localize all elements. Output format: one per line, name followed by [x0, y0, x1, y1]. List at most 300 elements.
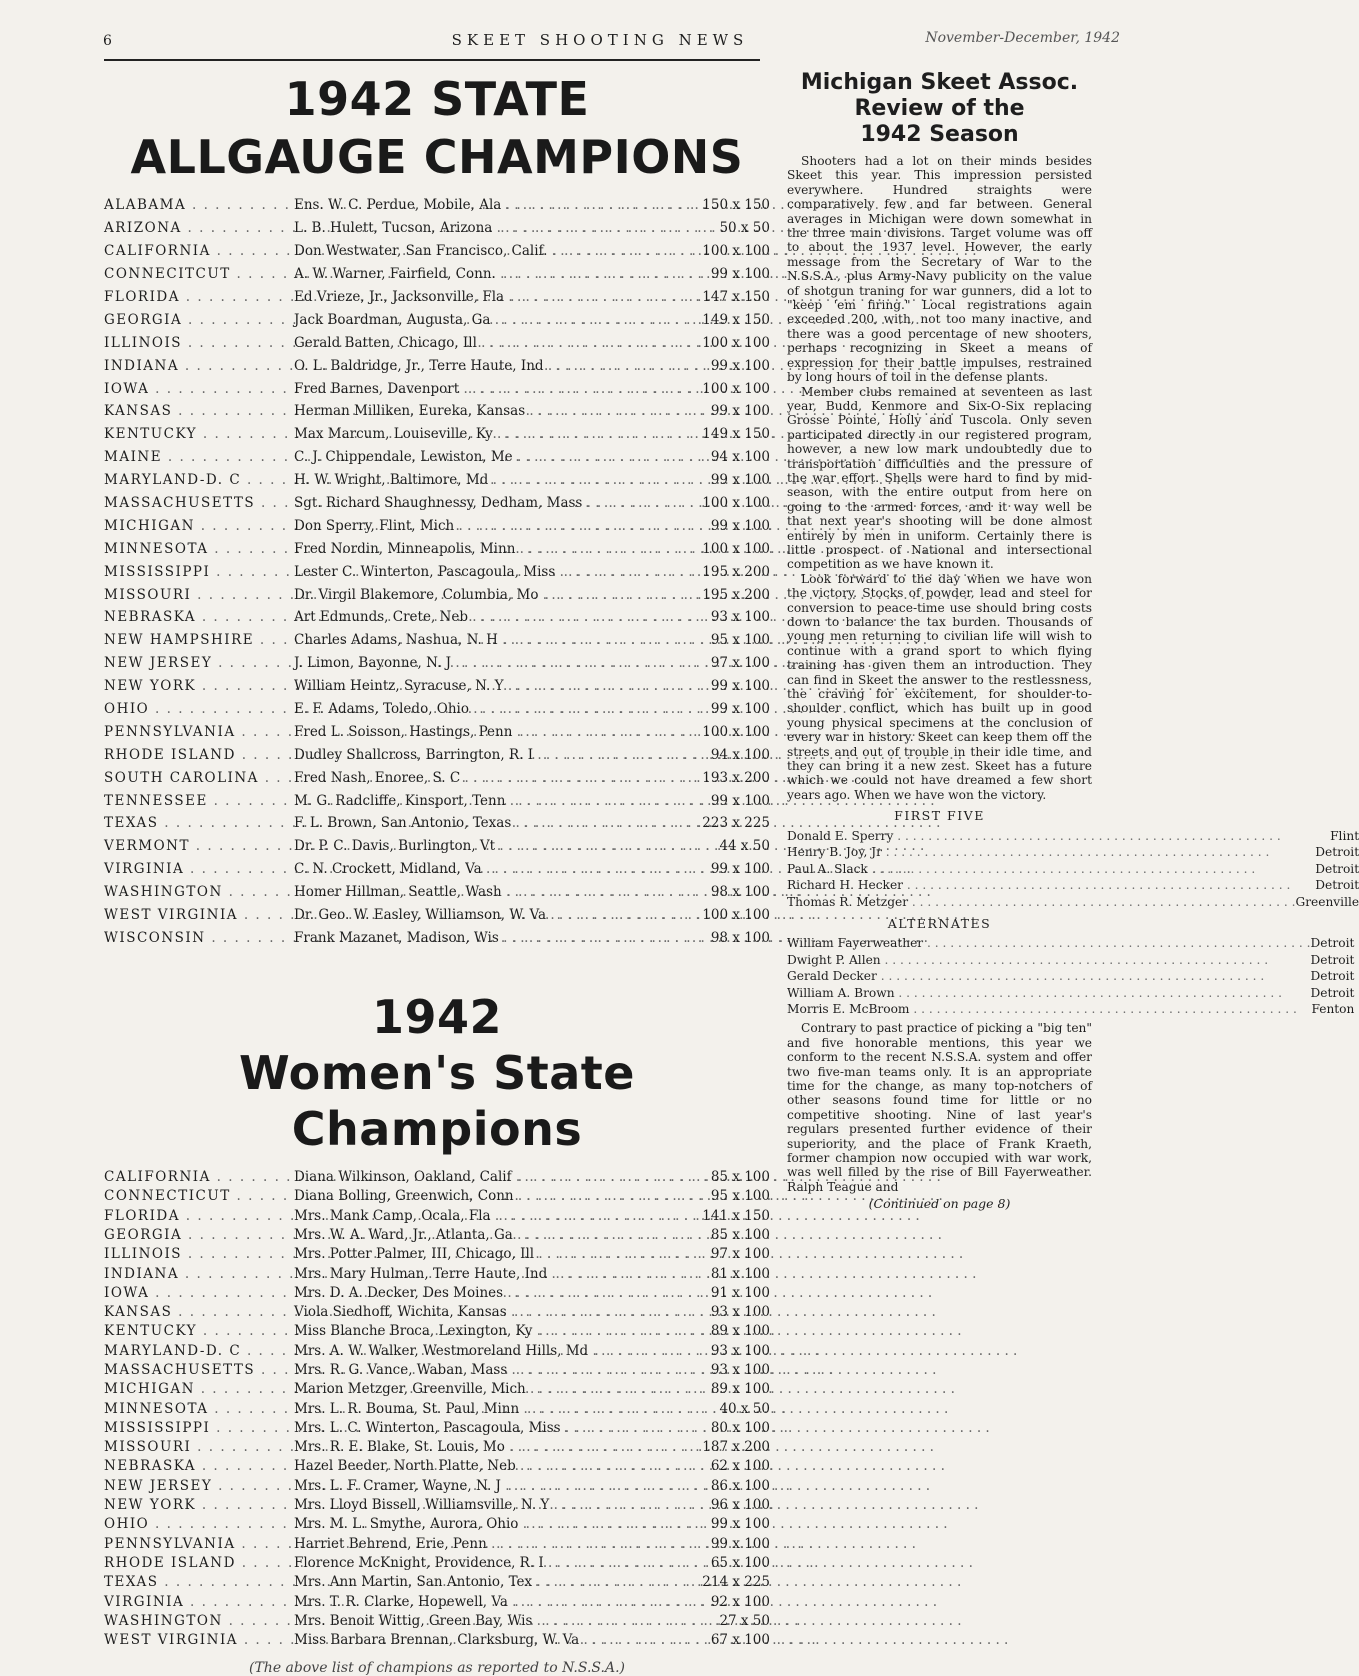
champion-name-cell — [294, 629, 694, 652]
article-paragraph: Member clubs remained at seventeen as last year, Budd, Kenmore and Six-O-Six replacing Grosse Pointe, Holly and Tuscola. Only seven participated directly in our registered program, however, a new low mark undoubtedly due to transportation difficulties and the pressure of the war effort. Shells were hard to find by mid-season, with the entire output from here on going to the armed forces, and it way well be that next year's shooting will be done almost entirely by men in uniform. Certainly there is little prospect of National and intersectional competition as we have known it. — [787, 384, 1092, 572]
champion-name-cell — [294, 469, 694, 492]
right-column — [787, 70, 1359, 1212]
score-cell-text: 92 x 100 — [710, 1593, 770, 1610]
team-member-name: Dwight P. Allen . . . — [787, 951, 1311, 968]
header-rule — [104, 59, 760, 61]
champion-name-cell — [294, 904, 694, 927]
state-cell-text: SOUTH CAROLINA . . . — [104, 770, 294, 786]
page-number: 6 — [103, 33, 112, 49]
champion-name-cell-text: Mrs. Mary Hulman, Terre Haute, Ind . . . — [294, 1266, 694, 1282]
score-cell-text: 95 x 100 — [710, 632, 770, 649]
state-cell-text: MASSACHUSETTS . . . — [104, 495, 294, 511]
champion-row — [104, 1631, 770, 1650]
first-five-heading: FIRST FIVE — [894, 808, 985, 824]
state-cell-text: INDIANA . . . — [104, 358, 294, 374]
state-cell-text: FLORIDA . . . — [104, 1208, 294, 1224]
score-cell-text: 50 x 50 — [719, 220, 770, 237]
state-cell — [104, 217, 294, 240]
state-cell — [104, 446, 294, 469]
article-paragraph: Look forward to the day when we have won the victory. Stocks of powder, lead and steel for conversion to peace-time use should bring costs down to balance the tax burden. Thousands of young men returning to civilian life will wish to continue with a grand sport to which flying training has given them an introduction. They can find in Skeet the answer to the restlessness, the craving for excitement, for shoulder-to-shoulder conflict, which has built up in good young physical specimens at the conclusion of every war in history. Skeet can keep them off the streets and out of trouble in their idle time, and they can bring it a new zest. Skeet has a future which we could not have dreamed a few short years ago. When we have won the victory. — [787, 571, 1092, 802]
score-cell — [694, 423, 770, 446]
score-cell — [694, 904, 770, 927]
champion-name-cell — [294, 423, 694, 446]
champion-name-cell — [294, 1573, 694, 1592]
champion-name-cell — [294, 1495, 694, 1514]
state-cell — [104, 812, 294, 835]
score-cell-text: 67 x 100 — [710, 1632, 770, 1649]
state-cell — [104, 1631, 294, 1650]
score-cell-text: 100 x 100 — [702, 723, 770, 740]
score-cell-text: 99 x 100 — [710, 472, 770, 489]
score-cell-text: 98 x 100 — [710, 929, 770, 946]
score-cell-text: 99 x 100 — [710, 357, 770, 374]
champion-name-cell-text: Mrs. Mank Camp, Ocala, Fla . . . — [294, 1208, 694, 1224]
champion-name-cell-text: Ens. W. C. Perdue, Mobile, Ala . . . — [294, 197, 694, 213]
champion-name-cell — [294, 331, 694, 354]
team-member-city: Detroit — [1310, 985, 1355, 1000]
champion-name-cell — [294, 560, 694, 583]
team-member-city: Detroit — [1310, 952, 1355, 967]
state-cell — [104, 377, 294, 400]
champion-name-cell-text: Mrs. Lloyd Bissell, Williamsville, N. Y . . . — [294, 1497, 694, 1513]
champion-row — [104, 1592, 770, 1611]
champion-row — [104, 560, 770, 583]
champion-row — [104, 446, 770, 469]
state-cell-text: MICHIGAN . . . — [104, 518, 294, 534]
team-member-name: Thomas R. Metzger . . . — [787, 893, 1295, 910]
champion-name-cell-text: M. G. Radcliffe, Kinsport, Tenn . . . — [294, 793, 694, 809]
score-cell-text: 93 x 100 — [710, 1342, 770, 1359]
team-member-name: Richard H. Hecker . . . — [787, 877, 1295, 894]
champion-row — [104, 217, 770, 240]
state-cell-text: PENNSYLVANIA . . . — [104, 1536, 294, 1552]
champion-name-cell-text: Homer Hillman, Seattle, Wash . . . — [294, 884, 694, 900]
champion-row — [104, 1611, 770, 1630]
champion-row — [104, 1187, 770, 1206]
state-cell-text: INDIANA . . . — [104, 1266, 294, 1282]
team-member-name: Donald E. Sperry . . . — [787, 827, 1295, 844]
state-cell-text: NEW HAMPSHIRE . . . — [104, 632, 294, 648]
state-cell — [104, 469, 294, 492]
champion-name-cell — [294, 1418, 694, 1437]
state-cell-text: GEORGIA . . . — [104, 312, 294, 328]
score-cell-text: 99 x 100 — [710, 517, 770, 534]
champion-name-cell-text: Mrs. R. E. Blake, St. Louis, Mo . . . — [294, 1439, 694, 1455]
champion-name-cell-text: Mrs. T. R. Clarke, Hopewell, Va . . . — [294, 1594, 694, 1610]
champion-name-cell-text: Ed Vrieze, Jr., Jacksonville, Fla . . . — [294, 289, 694, 305]
score-cell — [694, 537, 770, 560]
champion-name-cell — [294, 240, 694, 263]
state-cell — [104, 1322, 294, 1341]
allgauge-table — [104, 194, 770, 949]
score-cell-text: 98 x 100 — [710, 884, 770, 901]
champion-name-cell — [294, 766, 694, 789]
first-five-table — [787, 827, 1359, 910]
champion-name-cell-text: Harriet Behrend, Erie, Penn . . . — [294, 1536, 694, 1552]
state-cell — [104, 423, 294, 446]
state-cell — [104, 263, 294, 286]
champion-row — [104, 1322, 770, 1341]
allgauge-title-line2: ALLGAUGE CHAMPIONS — [130, 130, 744, 184]
champion-name-cell — [294, 583, 694, 606]
champion-name-cell — [294, 1457, 694, 1476]
champion-name-cell-text: Mrs. W. A. Ward, Jr., Atlanta, Ga . . . — [294, 1227, 694, 1243]
champion-name-cell — [294, 263, 694, 286]
state-cell — [104, 1302, 294, 1321]
state-cell-text: RHODE ISLAND . . . — [104, 747, 294, 763]
team-member-row — [787, 935, 1354, 952]
champion-row — [104, 629, 770, 652]
state-cell-text: MISSOURI . . . — [104, 1439, 294, 1455]
champion-row — [104, 537, 770, 560]
alternates-table — [787, 935, 1354, 1018]
team-member-name: William A. Brown . . . — [787, 984, 1311, 1001]
state-cell-text: WEST VIRGINIA . . . — [104, 907, 294, 923]
state-cell-text: WASHINGTON . . . — [104, 884, 294, 900]
state-cell — [104, 675, 294, 698]
state-cell-text: ILLINOIS . . . — [104, 335, 294, 351]
champion-name-cell — [294, 1341, 694, 1360]
state-cell — [104, 240, 294, 263]
state-cell — [104, 1380, 294, 1399]
score-cell — [694, 331, 770, 354]
score-cell-text: 187 x 200 — [702, 1439, 770, 1456]
state-cell-text: KENTUCKY . . . — [104, 426, 294, 442]
champion-row — [104, 1283, 770, 1302]
score-cell-text: 44 x 50 — [719, 838, 770, 855]
state-cell — [104, 1573, 294, 1592]
champion-name-cell-text: Sgt. Richard Shaughnessy, Dedham, Mass . . . — [294, 495, 694, 511]
score-cell-text: 141 x 150 — [702, 1207, 770, 1224]
state-cell-text: ALABAMA . . . — [104, 197, 294, 213]
champion-row — [104, 812, 770, 835]
champion-row — [104, 1206, 770, 1225]
champion-name-cell-text: Fred Nordin, Minneapolis, Minn . . . — [294, 541, 694, 557]
score-cell — [694, 308, 770, 331]
state-cell — [104, 1225, 294, 1244]
champion-row — [104, 1167, 770, 1186]
champion-name-cell-text: Miss Blanche Broca, Lexington, Ky . . . — [294, 1323, 694, 1339]
champion-name-cell-text: Mrs. Ann Martin, San Antonio, Tex . . . — [294, 1574, 694, 1590]
champion-row — [104, 331, 770, 354]
team-member-name: William Fayerweather . . . — [787, 935, 1311, 952]
team-member-city: Detroit — [1315, 845, 1359, 860]
champion-name-cell — [294, 675, 694, 698]
state-cell — [104, 537, 294, 560]
champion-name-cell — [294, 927, 694, 950]
state-cell-text: CONNECITCUT . . . — [104, 266, 294, 282]
score-cell-text: 100 x 100 — [702, 907, 770, 924]
champion-name-cell — [294, 1360, 694, 1379]
champion-name-cell-text: L. B. Hulett, Tucson, Arizona . . . — [294, 220, 694, 236]
champion-name-cell-text: E. F. Adams, Toledo, Ohio . . . — [294, 701, 694, 717]
champion-name-cell — [294, 492, 694, 515]
score-cell-text: 214 x 225 — [702, 1574, 770, 1591]
champion-name-cell — [294, 1438, 694, 1457]
champion-name-cell-text: Mrs. Benoit Wittig, Green Bay, Wis . . . — [294, 1613, 694, 1629]
state-cell — [104, 1534, 294, 1553]
state-cell — [104, 927, 294, 950]
score-cell-text: 94 x 100 — [710, 746, 770, 763]
score-cell-text: 100 x 100 — [702, 540, 770, 557]
champion-name-cell — [294, 354, 694, 377]
continued-note: (Continued on page 8) — [868, 1196, 1011, 1212]
score-cell-text: 100 x 100 — [702, 495, 770, 512]
state-cell-text: ILLINOIS . . . — [104, 1246, 294, 1262]
champion-row — [104, 1495, 770, 1514]
champion-name-cell-text: C. N. Crockett, Midland, Va . . . — [294, 861, 694, 877]
team-member-city: Detroit — [1315, 878, 1359, 893]
champion-name-cell-text: Mrs. Potter Palmer, III, Chicago, Ill . . . — [294, 1246, 694, 1262]
state-cell-text: MISSOURI . . . — [104, 587, 294, 603]
state-cell-text: TEXAS . . . — [104, 1574, 294, 1590]
masthead: SKEET SHOOTING NEWS — [451, 31, 749, 49]
state-cell — [104, 629, 294, 652]
champion-name-cell — [294, 1225, 694, 1244]
state-cell-text: MARYLAND-D. C . . . — [104, 1343, 294, 1359]
state-cell-text: FLORIDA . . . — [104, 289, 294, 305]
champion-name-cell-text: William Heintz, Syracuse, N. Y . . . — [294, 678, 694, 694]
champion-row — [104, 1399, 770, 1418]
score-cell-text: 91 x 100 — [710, 1284, 770, 1301]
state-cell-text: CALIFORNIA . . . — [104, 1169, 294, 1185]
score-cell-text: 223 x 225 — [702, 815, 770, 832]
champion-row — [104, 927, 770, 950]
champion-name-cell-text: Art Edmunds, Crete, Neb . . . — [294, 609, 694, 625]
champion-row — [104, 606, 770, 629]
score-cell-text: 150 x 150 — [702, 197, 770, 214]
champion-row — [104, 286, 770, 309]
score-cell-text: 86 x 100 — [710, 1477, 770, 1494]
state-cell-text: WEST VIRGINIA . . . — [104, 1632, 294, 1648]
champion-name-cell — [294, 1534, 694, 1553]
score-cell-text: 100 x 100 — [702, 243, 770, 260]
women-table — [104, 1167, 770, 1649]
champion-name-cell-text: H. W. Wright, Baltimore, Md . . . — [294, 472, 694, 488]
champion-name-cell-text: Herman Milliken, Eureka, Kansas . . . — [294, 403, 694, 419]
team-member-city: Greenville — [1295, 894, 1359, 909]
women-title-line2: Women's State Champions — [239, 1046, 635, 1157]
champion-row — [104, 720, 770, 743]
state-cell — [104, 1553, 294, 1572]
state-cell — [104, 400, 294, 423]
state-cell — [104, 1611, 294, 1630]
state-cell — [104, 835, 294, 858]
champion-name-cell — [294, 446, 694, 469]
score-cell — [694, 766, 770, 789]
article-title-line3: 1942 Season — [860, 122, 1019, 147]
score-cell-text: 99 x 100 — [710, 1535, 770, 1552]
state-cell-text: MINNESOTA . . . — [104, 1401, 294, 1417]
score-cell-text: 99 x 100 — [710, 792, 770, 809]
score-cell — [694, 377, 770, 400]
champion-name-cell — [294, 1187, 694, 1206]
state-cell — [104, 1245, 294, 1264]
champion-name-cell — [294, 835, 694, 858]
state-cell-text: KANSAS . . . — [104, 403, 294, 419]
champion-name-cell — [294, 1322, 694, 1341]
alternates-heading: ALTERNATES — [887, 915, 992, 931]
state-cell — [104, 1457, 294, 1476]
champion-name-cell — [294, 606, 694, 629]
team-member-name: Morris E. McBroom . . . — [787, 1001, 1311, 1018]
state-cell — [104, 606, 294, 629]
score-cell-text: 99 x 100 — [710, 1516, 770, 1533]
champion-row — [104, 308, 770, 331]
champion-name-cell-text: Frank Mazanet, Madison, Wis . . . — [294, 930, 694, 946]
champion-row — [104, 1515, 770, 1534]
champion-row — [104, 514, 770, 537]
champion-row — [104, 1573, 770, 1592]
state-cell-text: NEW JERSEY . . . — [104, 655, 294, 671]
score-cell — [694, 1438, 770, 1457]
state-cell — [104, 286, 294, 309]
score-cell-text: 93 x 100 — [710, 1362, 770, 1378]
state-cell — [104, 1515, 294, 1534]
state-cell — [104, 308, 294, 331]
team-member-city: Flint — [1330, 828, 1359, 843]
champion-name-cell-text: F. L. Brown, San Antonio, Texas . . . — [294, 815, 694, 831]
champion-name-cell — [294, 1399, 694, 1418]
champion-name-cell-text: Jack Boardman, Augusta, Ga . . . — [294, 312, 694, 328]
score-cell-text: 99 x 100 — [710, 403, 770, 420]
state-cell-text: NEBRASKA . . . — [104, 1458, 294, 1474]
champion-row — [104, 263, 770, 286]
champion-name-cell — [294, 1515, 694, 1534]
state-cell-text: GEORGIA . . . — [104, 1227, 294, 1243]
champion-name-cell-text: Dudley Shallcross, Barrington, R. I . . . — [294, 747, 694, 763]
champion-row — [104, 1534, 770, 1553]
state-cell-text: NEBRASKA . . . — [104, 609, 294, 625]
champion-row — [104, 1264, 770, 1283]
state-cell-text: CALIFORNIA . . . — [104, 243, 294, 259]
champion-row — [104, 652, 770, 675]
score-cell-text: 99 x 100 — [710, 678, 770, 695]
state-cell-text: VERMONT . . . — [104, 838, 294, 854]
champion-name-cell — [294, 1302, 694, 1321]
article-title — [787, 70, 1092, 148]
state-cell-text: PENNSYLVANIA . . . — [104, 724, 294, 740]
state-cell-text: KENTUCKY . . . — [104, 1323, 294, 1339]
state-cell — [104, 1399, 294, 1418]
score-cell-text: 100 x 100 — [702, 334, 770, 351]
score-cell-text: 100 x 100 — [702, 380, 770, 397]
champion-name-cell-text: A. W. Warner, Fairfield, Conn. . . . — [294, 266, 694, 282]
champion-name-cell-text: Charles Adams, Nashua, N. H . . . — [294, 632, 694, 648]
score-cell-text: 94 x 100 — [710, 449, 770, 466]
score-cell-text: 97 x 100 — [710, 1246, 770, 1263]
champion-name-cell-text: O. L. Baldridge, Jr., Terre Haute, Ind . . . — [294, 358, 694, 374]
score-cell-text: 99 x 100 — [710, 861, 770, 878]
champion-row — [104, 1380, 770, 1399]
state-cell — [104, 881, 294, 904]
state-cell — [104, 1438, 294, 1457]
score-cell — [694, 720, 770, 743]
champion-row — [104, 1438, 770, 1457]
champion-row — [104, 1418, 770, 1437]
score-cell-text: 93 x 100 — [710, 1304, 770, 1321]
state-cell — [104, 789, 294, 812]
champion-name-cell-text: Gerald Batten, Chicago, Ill . . . — [294, 335, 694, 351]
state-cell — [104, 583, 294, 606]
state-cell-text: OHIO . . . — [104, 701, 294, 717]
champion-row — [104, 1553, 770, 1572]
score-cell-text: 149 x 150 — [702, 311, 770, 328]
champion-name-cell — [294, 286, 694, 309]
state-cell — [104, 904, 294, 927]
article-title-line2: Review of the — [854, 96, 1025, 121]
state-cell — [104, 766, 294, 789]
champion-row — [104, 240, 770, 263]
champion-row — [104, 354, 770, 377]
state-cell — [104, 698, 294, 721]
score-cell-text: 65 x 100 — [710, 1554, 770, 1571]
champion-name-cell — [294, 743, 694, 766]
score-cell-text: 85 x 100 — [710, 1226, 770, 1243]
score-cell-text: 96 x 100 — [710, 1497, 770, 1514]
score-cell — [694, 492, 770, 515]
team-member-row — [787, 877, 1359, 894]
state-cell-text: MISSISSIPPI . . . — [104, 1420, 294, 1436]
champion-name-cell-text: Hazel Beeder, North Platte, Neb . . . — [294, 1458, 694, 1474]
champion-name-cell — [294, 1476, 694, 1495]
champion-name-cell-text: Don Sperry, Flint, Mich . . . — [294, 518, 694, 534]
champion-name-cell — [294, 308, 694, 331]
state-cell — [104, 492, 294, 515]
champion-row — [104, 1457, 770, 1476]
champion-name-cell-text: Fred Barnes, Davenport . . . — [294, 381, 694, 397]
team-member-name: Paul A. Slack . . . — [787, 860, 1295, 877]
champion-name-cell — [294, 1245, 694, 1264]
state-cell — [104, 1187, 294, 1206]
score-cell-text: 195 x 200 — [702, 586, 770, 603]
champion-row — [104, 1225, 770, 1244]
issue-date: November-December, 1942 — [925, 30, 1120, 46]
score-cell-text: 195 x 200 — [702, 563, 770, 580]
state-cell — [104, 1418, 294, 1437]
state-cell-text: IOWA . . . — [104, 381, 294, 397]
champion-name-cell-text: Mrs. L. F. Cramer, Wayne, N. J . . . — [294, 1478, 694, 1494]
state-cell-text: TEXAS . . . — [104, 815, 294, 831]
champion-name-cell-text: Mrs. L. C. Winterton, Pascagoula, Miss . . . — [294, 1420, 694, 1436]
champion-row — [104, 492, 770, 515]
champion-row — [104, 904, 770, 927]
team-member-name: Henry B. Joy, Jr . . . — [787, 844, 1295, 861]
score-cell-text: 85 x 100 — [710, 1169, 770, 1186]
score-cell — [694, 240, 770, 263]
state-cell-text: MASSACHUSETTS . . . — [104, 1362, 294, 1378]
champion-name-cell-text: Dr. P. C. Davis, Burlington, Vt . . . — [294, 838, 694, 854]
state-cell-text: MAINE . . . — [104, 449, 294, 465]
champion-name-cell — [294, 194, 694, 217]
state-cell-text: TENNESSEE . . . — [104, 793, 294, 809]
state-cell — [104, 560, 294, 583]
champion-name-cell-text: Dr. Virgil Blakemore, Columbia, Mo . . . — [294, 587, 694, 603]
state-cell-text: NEW JERSEY . . . — [104, 1478, 294, 1494]
state-cell-text: IOWA . . . — [104, 1285, 294, 1301]
score-cell-text: 147 x 150 — [702, 289, 770, 305]
champion-name-cell-text: Mrs. R. G. Vance, Waban, Mass . . . — [294, 1362, 694, 1378]
state-cell — [104, 1283, 294, 1302]
champion-name-cell — [294, 514, 694, 537]
champion-name-cell — [294, 789, 694, 812]
state-cell-text: WISCONSIN . . . — [104, 930, 294, 946]
team-member-row — [787, 893, 1359, 910]
women-title-line1: 1942 — [371, 990, 503, 1045]
champion-name-cell — [294, 1264, 694, 1283]
score-cell — [694, 583, 770, 606]
champion-row — [104, 583, 770, 606]
